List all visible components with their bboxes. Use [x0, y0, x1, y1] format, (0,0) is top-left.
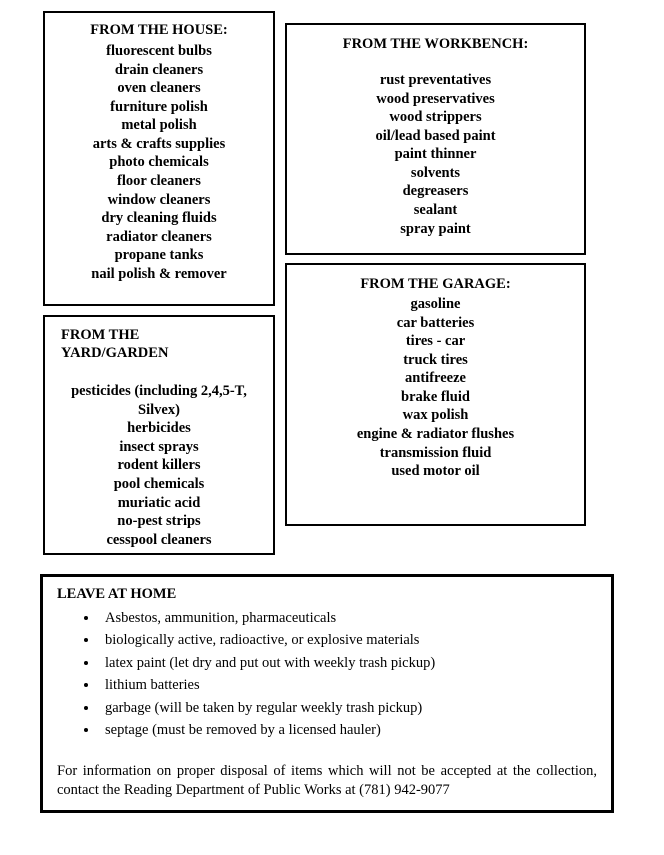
list-item: sealant [413, 201, 458, 218]
list-item: transmission fluid [379, 444, 492, 461]
panel-from-the-yard-garden [43, 315, 275, 555]
list-item: no-pest strips [117, 513, 201, 530]
list-item: • lithium batteries [99, 674, 611, 696]
yard-item-list [45, 382, 273, 549]
list-item: pesticides (including 2,4,5-T, Silvex) [71, 383, 247, 418]
disposal-information-note: For information on proper disposal of items which will not be accepted at the collection, contact the Reading Department of Public Works at (781) 942-9077 [57, 762, 597, 799]
list-item: floor cleaners [117, 172, 201, 189]
panel-leave-at-home [40, 574, 614, 813]
list-item: used motor oil [391, 463, 480, 480]
list-item: cesspool cleaners [106, 531, 212, 548]
list-item: wax polish [402, 407, 469, 424]
list-item: drain cleaners [114, 61, 204, 78]
panel-from-the-garage [285, 263, 586, 526]
workbench-item-list [287, 71, 584, 238]
list-item: metal polish [121, 117, 197, 134]
leave-at-home-item-list [43, 607, 611, 742]
list-item: solvents [410, 164, 461, 181]
panel-from-the-house [43, 11, 275, 306]
list-item: degreasers [402, 183, 469, 200]
list-item: wood strippers [389, 109, 482, 126]
panel-title-leave-at-home: LEAVE AT HOME [57, 586, 177, 602]
list-item: herbicides [127, 420, 191, 437]
list-item: • biologically active, radioactive, or explosive materials [99, 629, 611, 651]
list-item: wood preservatives [376, 90, 495, 107]
panel-title-yard-line2: YARD/GARDEN [61, 345, 169, 362]
list-item: pool chemicals [113, 475, 205, 492]
list-item: arts & crafts supplies [92, 135, 226, 152]
garage-item-list [287, 295, 584, 480]
list-item: engine & radiator flushes [356, 425, 515, 442]
list-item: truck tires [403, 351, 468, 368]
list-item: car batteries [396, 314, 475, 331]
list-item: oven cleaners [117, 80, 201, 97]
panel-title-yard-line1: FROM THE [61, 327, 140, 343]
list-item: dry cleaning fluids [101, 210, 217, 227]
list-item: rodent killers [117, 457, 201, 474]
list-item: brake fluid [401, 388, 470, 405]
list-item: radiator cleaners [106, 228, 212, 245]
list-item: • latex paint (let dry and put out with weekly trash pickup) [99, 652, 611, 674]
list-item: fluorescent bulbs [106, 43, 212, 60]
list-item: rust preventatives [379, 72, 492, 89]
list-item: • Asbestos, ammunition, pharmaceuticals [99, 607, 611, 629]
list-item: • garbage (will be taken by regular weekly trash pickup) [99, 697, 611, 719]
list-item: insect sprays [119, 438, 199, 455]
panel-title-garage: FROM THE GARAGE: [360, 276, 511, 292]
list-item: furniture polish [110, 98, 208, 115]
list-item: • septage (must be removed by a licensed hauler) [99, 719, 611, 741]
panel-from-the-workbench [285, 23, 586, 255]
list-item: gasoline [410, 296, 461, 313]
list-item: spray paint [400, 220, 471, 237]
panel-title-house: FROM THE HOUSE: [90, 22, 228, 38]
list-item: nail polish & remover [91, 265, 227, 282]
list-item: antifreeze [405, 370, 466, 387]
list-item: muriatic acid [117, 494, 201, 511]
list-item: paint thinner [394, 146, 477, 163]
list-item: photo chemicals [109, 154, 209, 171]
list-item: tires - car [405, 333, 466, 350]
list-item: propane tanks [114, 247, 204, 264]
house-item-list [45, 42, 273, 283]
panel-title-workbench: FROM THE WORKBENCH: [342, 36, 529, 52]
list-item: window cleaners [107, 191, 211, 208]
list-item: oil/lead based paint [375, 127, 496, 144]
